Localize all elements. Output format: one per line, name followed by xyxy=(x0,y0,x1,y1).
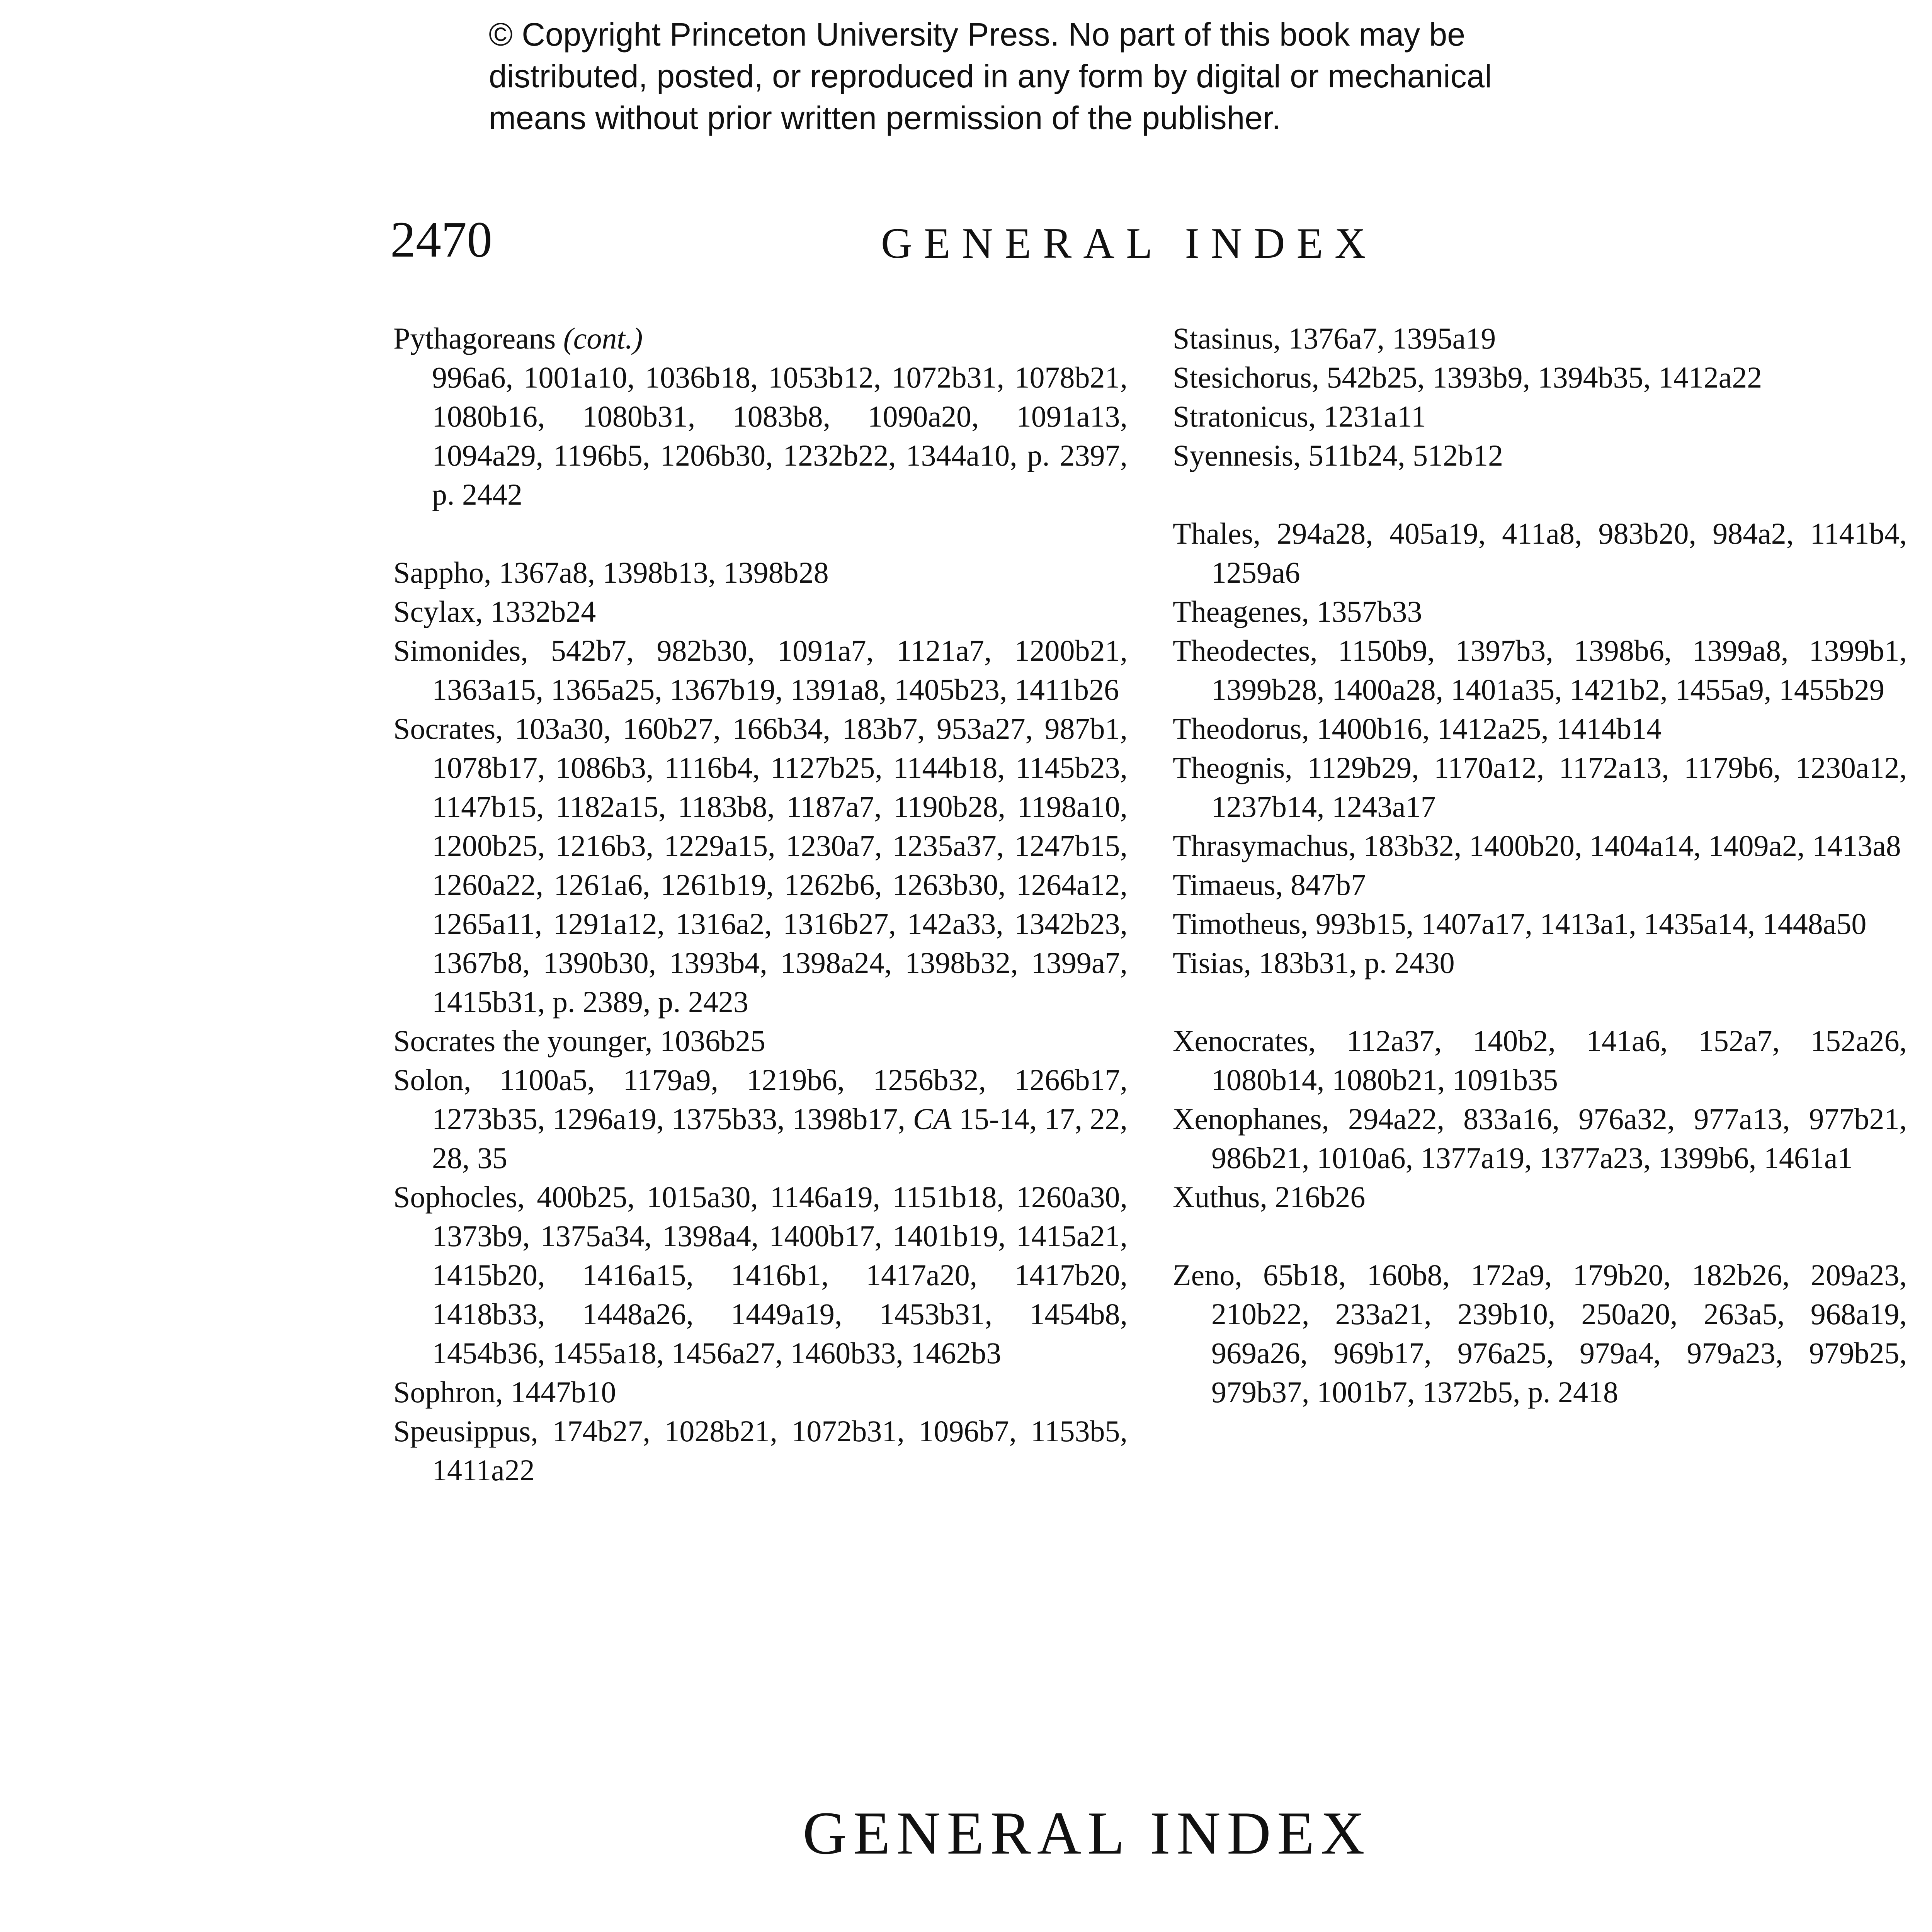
solon-refs: Solon, 1100a5, 1179a9, 1219b6, 1256b32, 1266b17, 1273b35, 1296a19, 1375b33, 1398b17, xyxy=(393,1063,1128,1136)
index-entry: Theognis, 1129b29, 1170a12, 1172a13, 1179b6, 1230a12, 1237b14, 1243a17 xyxy=(1173,751,1907,823)
index-entry-pythagoreans-head xyxy=(393,319,1128,358)
index-entry: Theagenes, 1357b33 xyxy=(1173,595,1422,628)
index-entry-pythagoreans-refs: 996a6, 1001a10, 1036b18, 1053b12, 1072b31, 1078b21, 1080b16, 1080b31, 1083b8, 1090a20, 1091a13, 1094a29, 1196b5, 1206b30, 1232b22, 1344a10, p. 2397, p. 2442 xyxy=(432,361,1128,511)
page-number: 2470 xyxy=(390,211,492,268)
index-entry: Syennesis, 511b24, 512b12 xyxy=(1173,439,1503,472)
index-column-left xyxy=(393,319,1128,1490)
index-entry: Sappho, 1367a8, 1398b13, 1398b28 xyxy=(393,556,829,589)
index-entry: Timaeus, 847b7 xyxy=(1173,868,1366,901)
index-entry: Speusippus, 174b27, 1028b21, 1072b31, 1096b7, 1153b5, 1411a22 xyxy=(393,1414,1128,1487)
index-entry-solon xyxy=(393,1060,1128,1177)
index-entry: Xenocrates, 112a37, 140b2, 141a6, 152a7, 152a26, 1080b14, 1080b21, 1091b35 xyxy=(1173,1024,1907,1097)
index-entry: Timotheus, 993b15, 1407a17, 1413a1, 1435a14, 1448a50 xyxy=(1173,907,1867,940)
copyright-notice xyxy=(489,14,1648,139)
index-entry: Tisias, 183b31, p. 2430 xyxy=(1173,946,1455,980)
index-column-right xyxy=(1173,319,1907,1412)
index-entry: Stratonicus, 1231a11 xyxy=(1173,400,1426,433)
solon-ca-refs: 15-14, 17, 22, 28, 35 xyxy=(432,1102,1128,1175)
copyright-line-1: © Copyright Princeton University Press. No part of this book may be xyxy=(489,16,1465,53)
index-entry: Sophocles, 400b25, 1015a30, 1146a19, 1151b18, 1260a30, 1373b9, 1375a34, 1398a4, 1400b17, 1401b19, 1415a21, 1415b20, 1416a15, 1416b1, 1417a20, 1417b20, 1418b33, 1448a26, 1449a19, 1453b31, 1454b8, 1454b36, 1455a18, 1456a27, 1460b33, 1462b3 xyxy=(393,1180,1128,1370)
continued-tag: (cont.) xyxy=(563,321,643,355)
solon-ca-label: CA xyxy=(913,1102,952,1136)
index-entry: Xenophanes, 294a22, 833a16, 976a32, 977a13, 977b21, 986b21, 1010a6, 1377a19, 1377a23, 1399b6, 1461a1 xyxy=(1173,1102,1907,1175)
entry-head: Pythagoreans xyxy=(393,321,556,355)
copyright-line-3: means without prior written permission of the publisher. xyxy=(489,100,1281,136)
index-entry: Stasinus, 1376a7, 1395a19 xyxy=(1173,321,1496,355)
index-entry: Socrates, 103a30, 160b27, 166b34, 183b7, 953a27, 987b1, 1078b17, 1086b3, 1116b4, 1127b25, 1144b18, 1145b23, 1147b15, 1182a15, 1183b8, 1187a7, 1190b28, 1198a10, 1200b25, 1216b3, 1229a15, 1230a7, 1235a37, 1247b15, 1260a22, 1261a6, 1261b19, 1262b6, 1263b30, 1264a12, 1265a11, 1291a12, 1316a2, 1316b27, 142a33, 1342b23, 1367b8, 1390b30, 1393b4, 1398a24, 1398b32, 1399a7, 1415b31, p. 2389, p. 2423 xyxy=(393,712,1128,1019)
index-entry: Socrates the younger, 1036b25 xyxy=(393,1024,766,1058)
index-entry: Thales, 294a28, 405a19, 411a8, 983b20, 984a2, 1141b4, 1259a6 xyxy=(1173,517,1907,589)
index-entry: Scylax, 1332b24 xyxy=(393,595,596,628)
index-entry: Theodectes, 1150b9, 1397b3, 1398b6, 1399a8, 1399b1, 1399b28, 1400a28, 1401a35, 1421b2, 1455a9, 1455b29 xyxy=(1173,634,1907,706)
section-title: GENERAL INDEX xyxy=(803,1799,1371,1867)
index-entry: Thrasymachus, 183b32, 1400b20, 1404a14, 1409a2, 1413a8 xyxy=(1173,829,1901,862)
index-entry: Theodorus, 1400b16, 1412a25, 1414b14 xyxy=(1173,712,1662,745)
index-entry: Zeno, 65b18, 160b8, 172a9, 179b20, 182b26, 209a23, 210b22, 233a21, 239b10, 250a20, 263a5, 968a19, 969a26, 969b17, 976a25, 979a4, 979a23, 979b25, 979b37, 1001b7, 1372b5, p. 2418 xyxy=(1173,1258,1907,1409)
index-entry: Xuthus, 216b26 xyxy=(1173,1180,1366,1214)
index-entry: Simonides, 542b7, 982b30, 1091a7, 1121a7, 1200b21, 1363a15, 1365a25, 1367b19, 1391a8, 1405b23, 1411b26 xyxy=(393,634,1128,706)
index-entry: Stesichorus, 542b25, 1393b9, 1394b35, 1412a22 xyxy=(1173,361,1762,394)
copyright-line-2: distributed, posted, or reproduced in any form by digital or mechanical xyxy=(489,58,1492,94)
running-head: GENERAL INDEX xyxy=(881,219,1378,267)
index-entry: Sophron, 1447b10 xyxy=(393,1375,616,1409)
